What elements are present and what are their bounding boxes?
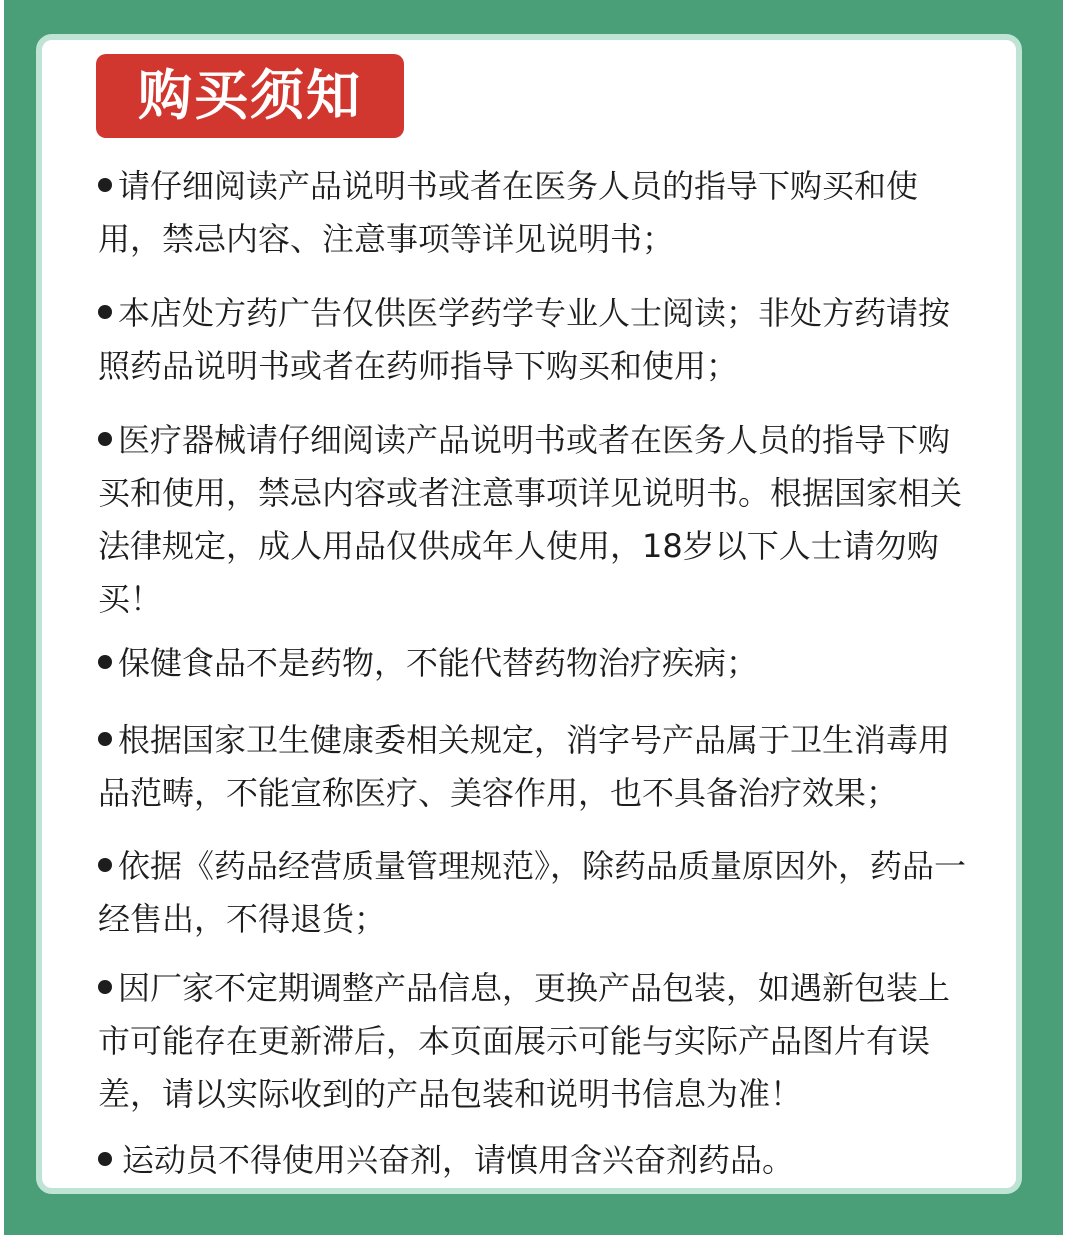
- notice-text: 运动员不得使用兴奋剂，请慎用含兴奋剂药品。: [122, 1141, 795, 1179]
- notice-text: 根据国家卫生健康委相关规定，消字号产品属于卫生消毒用品范畴，不能宣称医疗、美容作用，也不具备治疗效果；: [98, 721, 951, 812]
- bullet-icon: [98, 655, 112, 669]
- bullet-icon: [98, 178, 112, 192]
- bullet-icon: [98, 1152, 112, 1166]
- bullet-icon: [98, 732, 112, 746]
- notice-text: 保健食品不是药物，不能代替药物治疗疾病；: [118, 644, 759, 682]
- notice-item: [98, 414, 978, 626]
- notice-text: 本店处方药广告仅供医学药学专业人士阅读；非处方药请按照药品说明书或者在药师指导下购买和使用；: [98, 294, 951, 385]
- notice-item: [98, 160, 978, 266]
- notice-item: [98, 714, 978, 820]
- bullet-icon: [98, 432, 112, 446]
- notice-text: 医疗器械请仔细阅读产品说明书或者在医务人员的指导下购买和使用，禁忌内容或者注意事项详见说明书。根据国家相关法律规定，成人用品仅供成年人使用，18岁以下人士请勿购买！: [98, 421, 963, 618]
- notice-item: [98, 637, 978, 690]
- notice-text: 依据《药品经营质量管理规范》，除药品质量原因外，药品一经售出，不得退货；: [98, 847, 967, 938]
- page-title: 购买须知: [96, 54, 404, 138]
- notice-text: 因厂家不定期调整产品信息，更换产品包装，如遇新包装上市可能存在更新滞后，本页面展示可能与实际产品图片有误差，请以实际收到的产品包装和说明书信息为准！: [98, 969, 951, 1113]
- bullet-icon: [98, 305, 112, 319]
- notice-item: [98, 287, 978, 393]
- notice-text: 请仔细阅读产品说明书或者在医务人员的指导下购买和使用，禁忌内容、注意事项等详见说明书；: [98, 167, 919, 258]
- bullet-icon: [98, 858, 112, 872]
- notice-item: [98, 1134, 978, 1187]
- notice-item: [98, 962, 978, 1121]
- bullet-icon: [98, 980, 112, 994]
- notice-item: [98, 840, 978, 946]
